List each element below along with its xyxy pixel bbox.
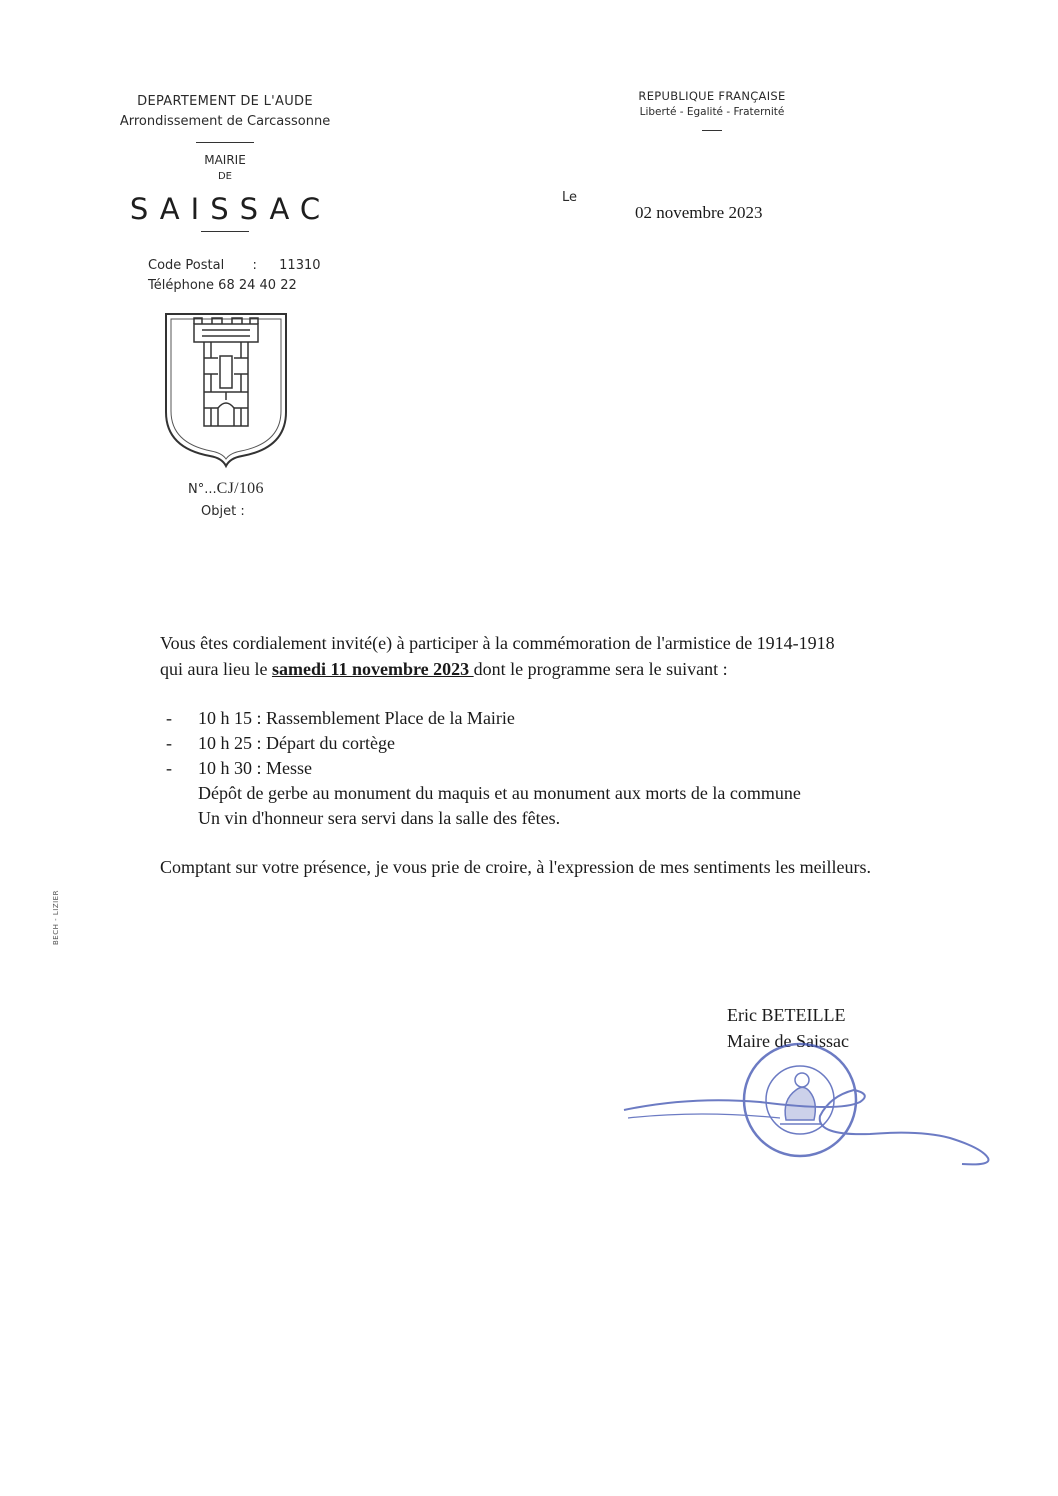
intro-line-2 xyxy=(160,656,965,682)
closing-paragraph: Comptant sur votre présence, je vous prie de croire, à l'expression de mes sentiments les meilleurs. xyxy=(160,857,872,877)
departement: DEPARTEMENT DE L'AUDE xyxy=(137,94,313,109)
divider xyxy=(702,130,722,131)
letterhead-left xyxy=(95,92,355,232)
phone-value: 68 24 40 22 xyxy=(218,278,297,293)
side-code: BECH - LIZIER xyxy=(52,890,60,945)
divider xyxy=(196,142,254,143)
list-item-text: 10 h 30 : Messe xyxy=(198,758,312,778)
list-dash: - xyxy=(166,708,172,728)
postal-code-value: 11310 xyxy=(279,258,321,273)
list-item-text: 10 h 25 : Départ du cortège xyxy=(198,733,395,753)
list-item xyxy=(160,731,801,756)
program-extra-line: Un vin d'honneur sera servi dans la salle des fêtes. xyxy=(198,808,561,828)
intro-text-before: qui aura lieu le xyxy=(160,659,272,679)
arrondissement: Arrondissement de Carcassonne xyxy=(119,114,331,129)
list-item xyxy=(160,756,801,781)
objet-label: Objet : xyxy=(201,504,245,519)
ref-value: CJ/106 xyxy=(216,480,264,497)
ref-prefix: N°... xyxy=(188,482,217,497)
phone-label: Téléphone xyxy=(148,278,215,293)
letter-date: 02 novembre 2023 xyxy=(635,203,763,222)
reference-number xyxy=(188,480,264,498)
republique-devise: Liberté - Egalité - Fraternité xyxy=(639,106,785,118)
official-stamp-icon xyxy=(610,1040,995,1180)
mairie-label: MAIRIE xyxy=(204,153,246,167)
de-label: DE xyxy=(217,171,233,182)
commune-name: SAISSAC xyxy=(129,192,332,226)
coat-of-arms-icon xyxy=(160,308,292,475)
intro-text-after: dont le programme sera le suivant : xyxy=(473,659,728,679)
list-dash: - xyxy=(166,733,172,753)
signatory-name: Eric BETEILLE xyxy=(727,1005,846,1025)
republique-name: REPUBLIQUE FRANÇAISE xyxy=(638,89,786,103)
program-list xyxy=(160,706,801,831)
intro-paragraph xyxy=(160,630,965,682)
letterhead-right xyxy=(612,88,812,131)
list-item-text: 10 h 15 : Rassemblement Place de la Mairie xyxy=(198,708,515,728)
intro-line-1: Vous êtes cordialement invité(e) à participer à la commémoration de l'armistice de 1914-1918 xyxy=(160,633,835,653)
program-extra-line: Dépôt de gerbe au monument du maquis et au monument aux morts de la commune xyxy=(198,783,801,803)
list-dash: - xyxy=(166,758,172,778)
phone-row xyxy=(148,276,321,296)
postal-code-sep: : xyxy=(252,258,257,273)
divider xyxy=(201,231,249,232)
postal-code-label: Code Postal xyxy=(148,258,225,273)
signatory-title: Maire de Saissac xyxy=(727,1031,849,1051)
contact-block xyxy=(148,256,321,296)
list-item xyxy=(160,706,801,731)
date-prefix: Le xyxy=(562,190,578,205)
postal-code-row xyxy=(148,256,321,276)
event-date: samedi 11 novembre 2023 xyxy=(271,659,474,679)
